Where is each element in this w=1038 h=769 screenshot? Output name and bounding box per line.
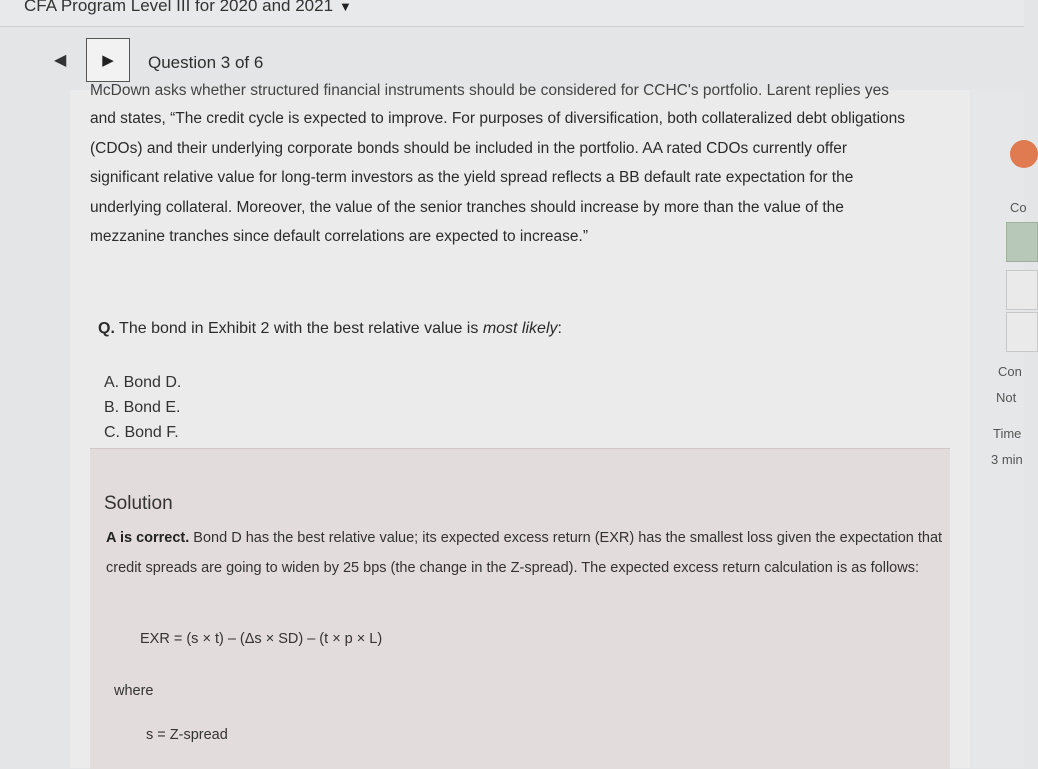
solution-text xyxy=(106,523,946,583)
option-a[interactable]: A. Bond D. xyxy=(104,374,182,391)
solution-body: Bond D has the best relative value; its expected excess return (EXR) has the smallest loss given the expectation that credit spreads are going to widen by 25 bps (the change in the Z-spread). The expected excess return calculation is as follows: xyxy=(106,530,943,576)
stem-line: (CDOs) and their underlying corporate bonds should be included in the portfolio. AA rated CDOs currently offer xyxy=(90,139,848,157)
stem-line: significant relative value for long-term investors as the yield spread reflects a BB default rate expectation for the xyxy=(90,169,854,186)
option-c[interactable]: C. Bond F. xyxy=(104,424,179,441)
program-title: CFA Program Level III for 2020 and 2021 xyxy=(24,0,334,15)
top-bar xyxy=(0,0,1024,27)
answer-options xyxy=(104,370,181,445)
sidebar-grey-button[interactable] xyxy=(1006,312,1038,352)
stem-line: mezzanine tranches since default correlations are expected to increase.” xyxy=(90,228,588,245)
play-right-icon: ▶ xyxy=(102,52,114,69)
question-suffix: : xyxy=(557,320,562,337)
correct-label: A is correct. xyxy=(106,530,190,546)
question-panel xyxy=(70,82,970,768)
solution-title: Solution xyxy=(104,493,173,514)
exr-formula: EXR = (s × t) – (Δs × SD) – (t × p × L) xyxy=(140,631,383,647)
question-text: The bond in Exhibit 2 with the best relative value is xyxy=(114,320,483,337)
right-sidebar xyxy=(972,90,1027,768)
stem-line: underlying collateral. Moreover, the value of the senior tranches should increase by more than the value of the xyxy=(90,198,844,216)
stem-line: and states, “The credit cycle is expected to improve. For purposes of diversification, both collateralized debt obligations xyxy=(90,110,906,127)
sidebar-label-con: Con xyxy=(998,364,1022,379)
sidebar-label-time: Time xyxy=(993,426,1022,441)
where-label: where xyxy=(114,683,154,699)
sidebar-green-button[interactable] xyxy=(1006,222,1038,262)
next-question-button[interactable] xyxy=(86,38,130,82)
program-selector[interactable] xyxy=(24,0,352,16)
question-stem xyxy=(90,82,970,252)
triangle-down-icon[interactable]: ▼ xyxy=(339,0,352,14)
sidebar-label-not: Not xyxy=(996,390,1017,405)
status-indicator-icon xyxy=(1010,140,1038,168)
option-b[interactable]: B. Bond E. xyxy=(104,399,181,416)
question-emphasis: most likely xyxy=(482,320,558,337)
question-nav xyxy=(0,30,1024,90)
previous-question-button[interactable]: ◀ xyxy=(54,52,67,69)
solution-panel xyxy=(90,448,950,769)
question-counter: Question 3 of 6 xyxy=(148,53,264,72)
question-prompt xyxy=(98,320,562,338)
definition-s: s = Z-spread xyxy=(146,727,228,743)
sidebar-grey-button[interactable] xyxy=(1006,270,1038,310)
stem-line-cut: McDown asks whether structured financial instruments should be considered for CCHC's portfolio. Larent replies yes xyxy=(90,82,889,99)
question-prefix: Q. xyxy=(98,320,115,337)
sidebar-label-co: Co xyxy=(1010,200,1027,215)
sidebar-label-time-value: 3 min xyxy=(991,452,1023,467)
